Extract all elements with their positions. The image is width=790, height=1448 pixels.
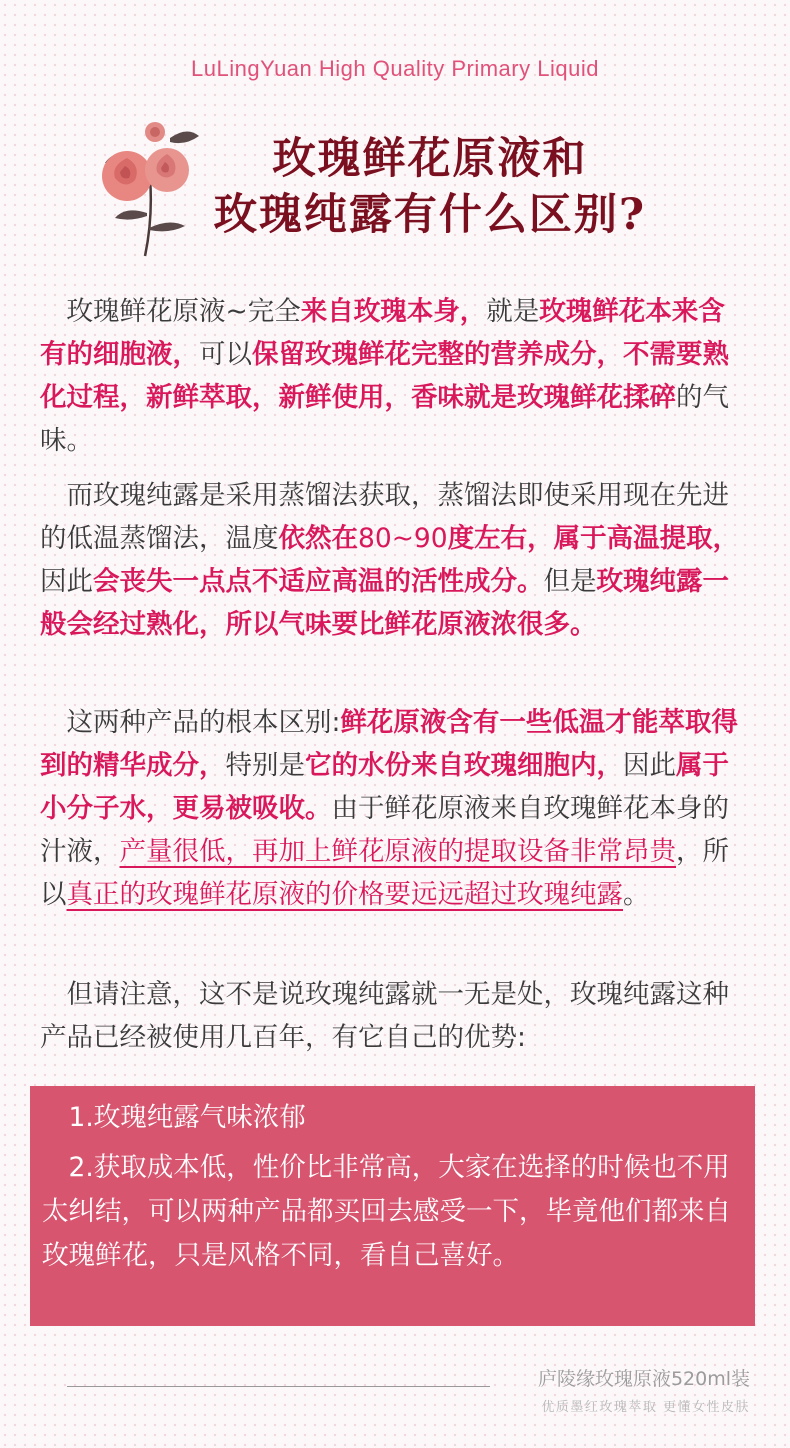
subtitle: LuLingYuan High Quality Primary Liquid — [191, 56, 599, 81]
footer-slogan: 优质墨红玫瑰萃取 更懂女性皮肤 — [541, 1400, 750, 1415]
text-run: 就是 — [486, 296, 540, 327]
paragraph-3 — [40, 701, 750, 916]
text-run: 这两种产品的根本区别: — [40, 707, 341, 738]
highlight-text: 鲜花原液含有一些低温才能萃取得到的精华成分， — [40, 707, 738, 781]
paragraph-4 — [40, 973, 750, 1059]
text-run: 但是 — [543, 566, 597, 597]
footer-brand: 庐陵缘玫瑰原液520ml装 — [537, 1368, 750, 1390]
text-run: 由于鲜花原液来自玫瑰鲜花本身的汁液， — [40, 793, 729, 867]
highlight-text: 属于小分子水，更易被吸收。 — [40, 750, 729, 824]
paragraph-1 — [40, 290, 750, 462]
text-run: 而玫瑰纯露是采用蒸馏法获取，蒸馏法即使采用现在先进的低温蒸馏法，温度 — [40, 480, 729, 554]
highlight-text: 它的水份来自玫瑰细胞内， — [305, 750, 623, 781]
highlight-text: 依然在 — [278, 523, 358, 554]
temperature-value: 80~90 — [358, 523, 448, 554]
page-title-line1: 玫瑰鲜花原液和 — [272, 134, 588, 184]
advantage-item-2: 2.获取成本低，性价比非常高，大家在选择的时候也不用太纠结，可以两种产品都买回去感受一下，毕竟他们都来自玫瑰鲜花，只是风格不同，看自己喜好。 — [42, 1152, 731, 1271]
text-run: 但请注意，这不是说玫瑰纯露就一无是处，玫瑰纯露这种产品已经被使用几百年，有它自己的优势: — [40, 979, 729, 1053]
text-run: 特别是 — [225, 750, 305, 781]
underlined-text: 产量很低，再加上鲜花原液的提取设备非常昂贵 — [119, 836, 676, 867]
text-run: 。 — [623, 879, 650, 910]
text-run: 可以 — [199, 339, 252, 370]
text-run: 玫瑰鲜花原液~完全 — [40, 296, 301, 327]
highlight-text: 度左右，属于高温提取， — [447, 523, 740, 554]
highlight-text: 保留玫瑰鲜花完整的营养成分，不需要熟化过程，新鲜萃取，新鲜使用，香味就是玫瑰鲜花揉碎 — [40, 339, 729, 413]
underlined-text: 真正的玫瑰鲜花原液的价格要远远超过玫瑰纯露 — [66, 879, 623, 910]
text-run: 的气味。 — [40, 382, 729, 456]
paragraph-2 — [40, 474, 750, 646]
text-run: ，所以 — [40, 836, 729, 910]
highlight-text: 玫瑰纯露一般会经过熟化，所以气味要比鲜花原液浓很多。 — [40, 566, 729, 640]
highlight-text: 玫瑰鲜花本来含有的细胞液， — [40, 296, 725, 370]
advantages-box — [30, 1086, 755, 1326]
advantage-item-1: 1.玫瑰纯露气味浓郁 — [42, 1102, 306, 1133]
footer-divider — [67, 1386, 490, 1387]
text-run: 因此 — [40, 566, 93, 597]
highlight-text: 会丧失一点点不适应高温的活性成分。 — [93, 566, 544, 597]
text-run: 因此 — [623, 750, 676, 781]
page-title-line2: 玫瑰纯露有什么区别? — [213, 190, 647, 240]
highlight-text: 来自玫瑰本身， — [300, 296, 487, 327]
